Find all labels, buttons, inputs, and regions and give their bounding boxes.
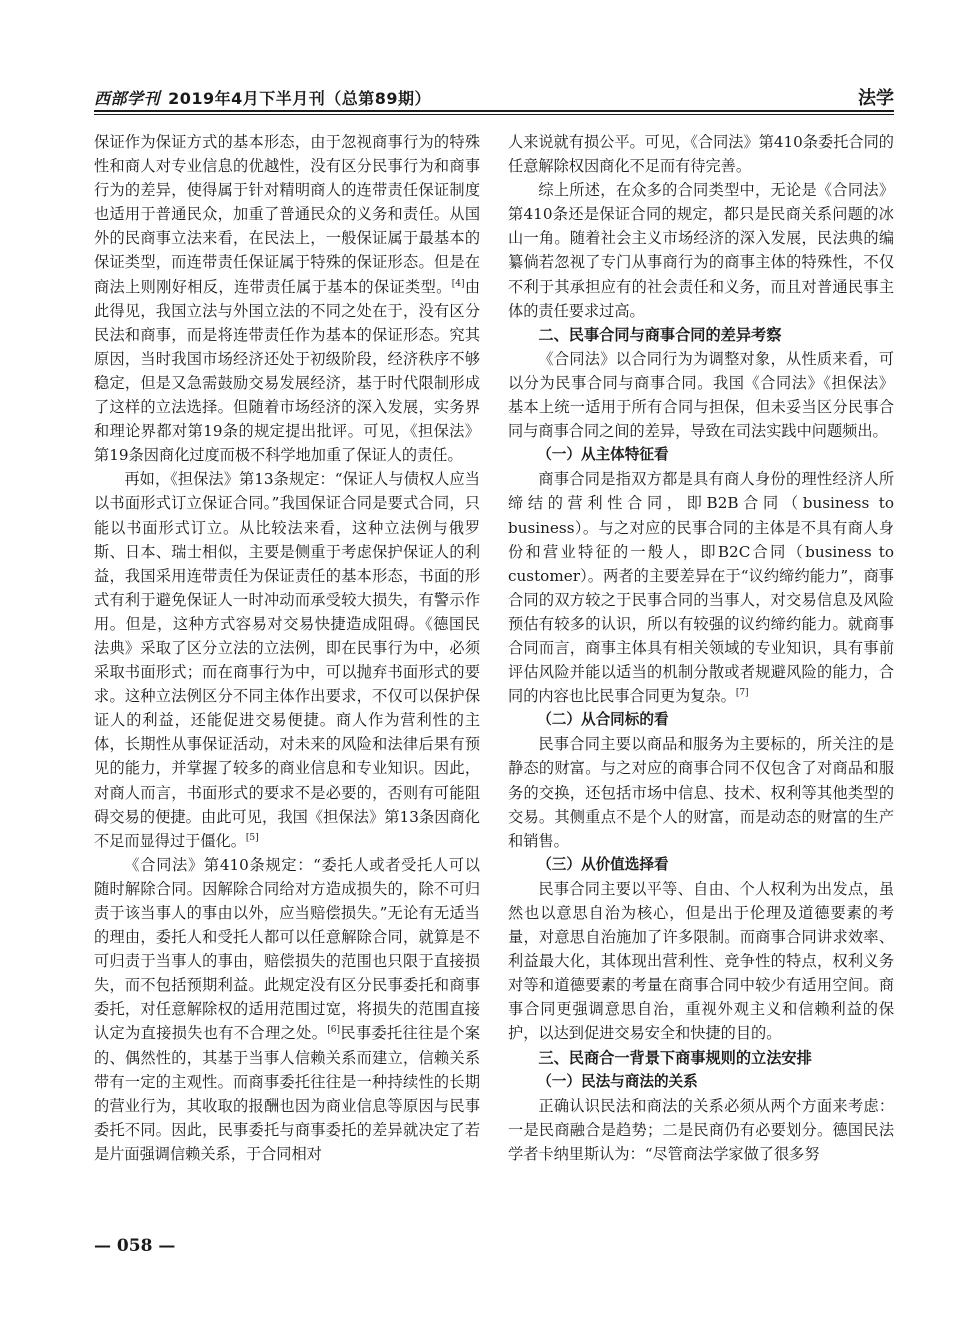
body-paragraph: [94, 467, 480, 853]
body-paragraph: [508, 732, 894, 852]
citation-marker: [5]: [245, 832, 259, 843]
body-paragraph: [508, 178, 894, 323]
paragraph-text: 民事委托往往是个案的、偶然性的，其基于当事人信赖关系而建立，信赖关系带有一定的主观性。而商事委托往往是一种持续性的长期的营业行为，其收取的报酬也因为商业信息等原因与民事委托不同。因此，民事委托与商事委托的差异就决定了若是片面强调信赖关系，于合同相对: [94, 1024, 481, 1163]
body-paragraph: [508, 467, 894, 708]
section-heading: [508, 323, 894, 347]
citation-marker: [7]: [735, 688, 749, 699]
page-number: — 058 —: [94, 1236, 176, 1256]
body-paragraph: [508, 877, 894, 1046]
subsection-heading: [508, 443, 894, 467]
journal-issue-line: [94, 86, 431, 109]
paragraph-text: 再如，《担保法》第13条规定：“保证人与债权人应当以书面形式订立保证合同。”我国保证合同是要式合同，只能以书面形式订立。从比较法来看，这种立法例与俄罗斯、日本、瑞士相似，主要是侧重于考虑保护保证人的利益，我国采用连带责任为保证责任的基本形态，书面的形式有利于避免保证人一时冲动而承受较大损失，有警示作用。但是，这种方式容易对交易快捷造成阻碍。《德国民法典》采取了区分立法的立法例，即在民事行为中，必须采取书面形式；而在商事行为中，可以抛弃书面形式的要求。这种立法例区分不同主体作出要求，不仅可以保护保证人的利益，还能促进交易便捷。商人作为营利性的主体，长期性从事保证活动，对未来的风险和法律后果有预见的能力，并掌握了较多的商业信息和专业知识。因此，对商人而言，书面形式的要求不是必要的，否则有可能阻碍交易的便捷。由此可见，我国《担保法》第13条因商化不足而显得过于僵化。: [94, 470, 480, 850]
header-rule-thick: [94, 110, 894, 112]
paragraph-text: 正确认识民法和商法的关系必须从两个方面来考虑：一是民商融合是趋势；二是民商仍有必要划分。德国民法学者卡纳里斯认为：“尽管商法学家做了很多努: [508, 1096, 894, 1163]
body-paragraph: [508, 1094, 894, 1166]
right-column: [508, 130, 894, 1166]
paragraph-text: 由此得见，我国立法与外国立法的不同之处在于，没有区分民法和商事，而是将连带责任作为基本的保证形态。究其原因，当时我国市场经济还处于初级阶段，经济秩序不够稳定，但是又急需鼓励交易发展经济，基于时代限制形成了这样的立法选择。但随着市场经济的深入发展，实务界和理论界都对第19条的规定提出批评。可见，《担保法》第19条因商化过度而极不科学地加重了保证人的责任。: [94, 277, 481, 465]
subsection-heading: [508, 708, 894, 732]
left-column: [94, 130, 480, 1166]
subsection-heading: [508, 1070, 894, 1094]
paragraph-text: 人来说就有损公平。可见，《合同法》第410条委托合同的任意解除权因商化不足而有待完善。: [508, 133, 894, 176]
citation-marker: [6]: [327, 1025, 341, 1036]
subsection-heading: [508, 853, 894, 877]
paragraph-text: 民事合同主要以商品和服务为主要标的，所关注的是静态的财富。与之对应的商事合同不仅包含了对商品和服务的交换，还包括市场中信息、技术、权利等其他类型的交易。其侧重点不是个人的财富，而是动态的财富的生产和销售。: [508, 735, 894, 850]
paragraph-text: （三）从价值选择看: [537, 855, 669, 873]
body-paragraph: [94, 853, 480, 1166]
paragraph-text: 商事合同是指双方都是具有商人身份的理性经济人所缔结的营利性合同，即B2B合同（business to business）。与之对应的民事合同的主体是不具有商人身份和营业特征的一般人，即B2C合同（business to customer）。两者的主要差异在于“议约缔约能力”，商事合同的双方较之于民事合同的当事人，对交易信息及风险预估有较多的认识，所以有较强的议约缔约能力。就商事合同而言，商事主体具有相关领域的专业知识，具有事前评估风险并能以适当的机制分散或者规避风险的能力，合同的内容也比民事合同更为复杂。: [508, 470, 894, 706]
body-paragraph: [508, 347, 894, 443]
paragraph-text: 三、民商合一背景下商事规则的立法安排: [538, 1048, 812, 1067]
paragraph-text: 民事合同主要以平等、自由、个人权利为出发点，虽然也以意思自治为核心，但是出于伦理及道德要素的考量，对意思自治施加了许多限制。而商事合同讲求效率、利益最大化，其体现出营利性、竞争性的特点，权利义务对等和道德要素的考量在商事合同中较少有适用空间。商事合同更强调意思自治，重视外观主义和信赖利益的保护，以达到促进交易安全和快捷的目的。: [508, 879, 894, 1043]
paragraph-text: 《合同法》以合同行为为调整对象，从性质来看，可以分为民事合同与商事合同。我国《合同法》《担保法》基本上统一适用于所有合同与担保，但未妥当区分民事合同与商事合同之间的差异，导致在司法实践中问题频出。: [508, 349, 894, 441]
journal-masthead: 西部学刊: [94, 89, 161, 108]
body-paragraph: [508, 130, 894, 178]
section-label: 法学: [858, 88, 894, 109]
paragraph-text: 《合同法》第410条规定：“委托人或者受托人可以随时解除合同。因解除合同给对方造成损失的，除不可归责于该当事人的事由以外，应当赔偿损失。”无论有无适当的理由，委托人和受托人都可以任意解除合同，就算是不可归责于当事人的事由，赔偿损失的范围也只限于直接损失，而不包括预期利益。此规定没有区分民事委托和商事委托，对任意解除权的适用范围过宽，将损失的范围直接认定为直接损失也有不合理之处。: [94, 855, 480, 1043]
header-rule-thin: [94, 114, 894, 115]
paragraph-text: （二）从合同标的看: [537, 711, 669, 729]
body-paragraph: [94, 130, 480, 467]
paragraph-text: （一）民法与商法的关系: [537, 1072, 698, 1090]
paragraph-text: 二、民事合同与商事合同的差异考察: [538, 325, 782, 344]
paragraph-text: 保证作为保证方式的基本形态，由于忽视商事行为的特殊性和商人对专业信息的优越性，没有区分民事行为和商事行为的差异，使得属于针对精明商人的连带责任保证制度也适用于普通民众，加重了普通民众的义务和责任。从国外的民商事立法来看，在民法上，一般保证属于最基本的保证类型，而连带责任保证属于特殊的保证形态。但是在商法上则刚好相反，连带责任属于基本的保证类型。: [94, 133, 480, 296]
citation-marker: [4]: [451, 278, 465, 289]
section-heading: [508, 1046, 894, 1070]
paragraph-text: （一）从主体特征看: [537, 446, 669, 464]
running-header: [94, 86, 894, 112]
issue-info: 2019年4月下半月刊（总第89期）: [168, 89, 432, 108]
paragraph-text: 综上所述，在众多的合同类型中，无论是《合同法》第410条还是保证合同的规定，都只是民商关系问题的冰山一角。随着社会主义市场经济的深入发展，民法典的编纂倘若忽视了专门从事商行为的商事主体的特殊性，不仅不利于其承担应有的社会责任和义务，而且对普通民事主体的责任要求过高。: [508, 181, 894, 320]
